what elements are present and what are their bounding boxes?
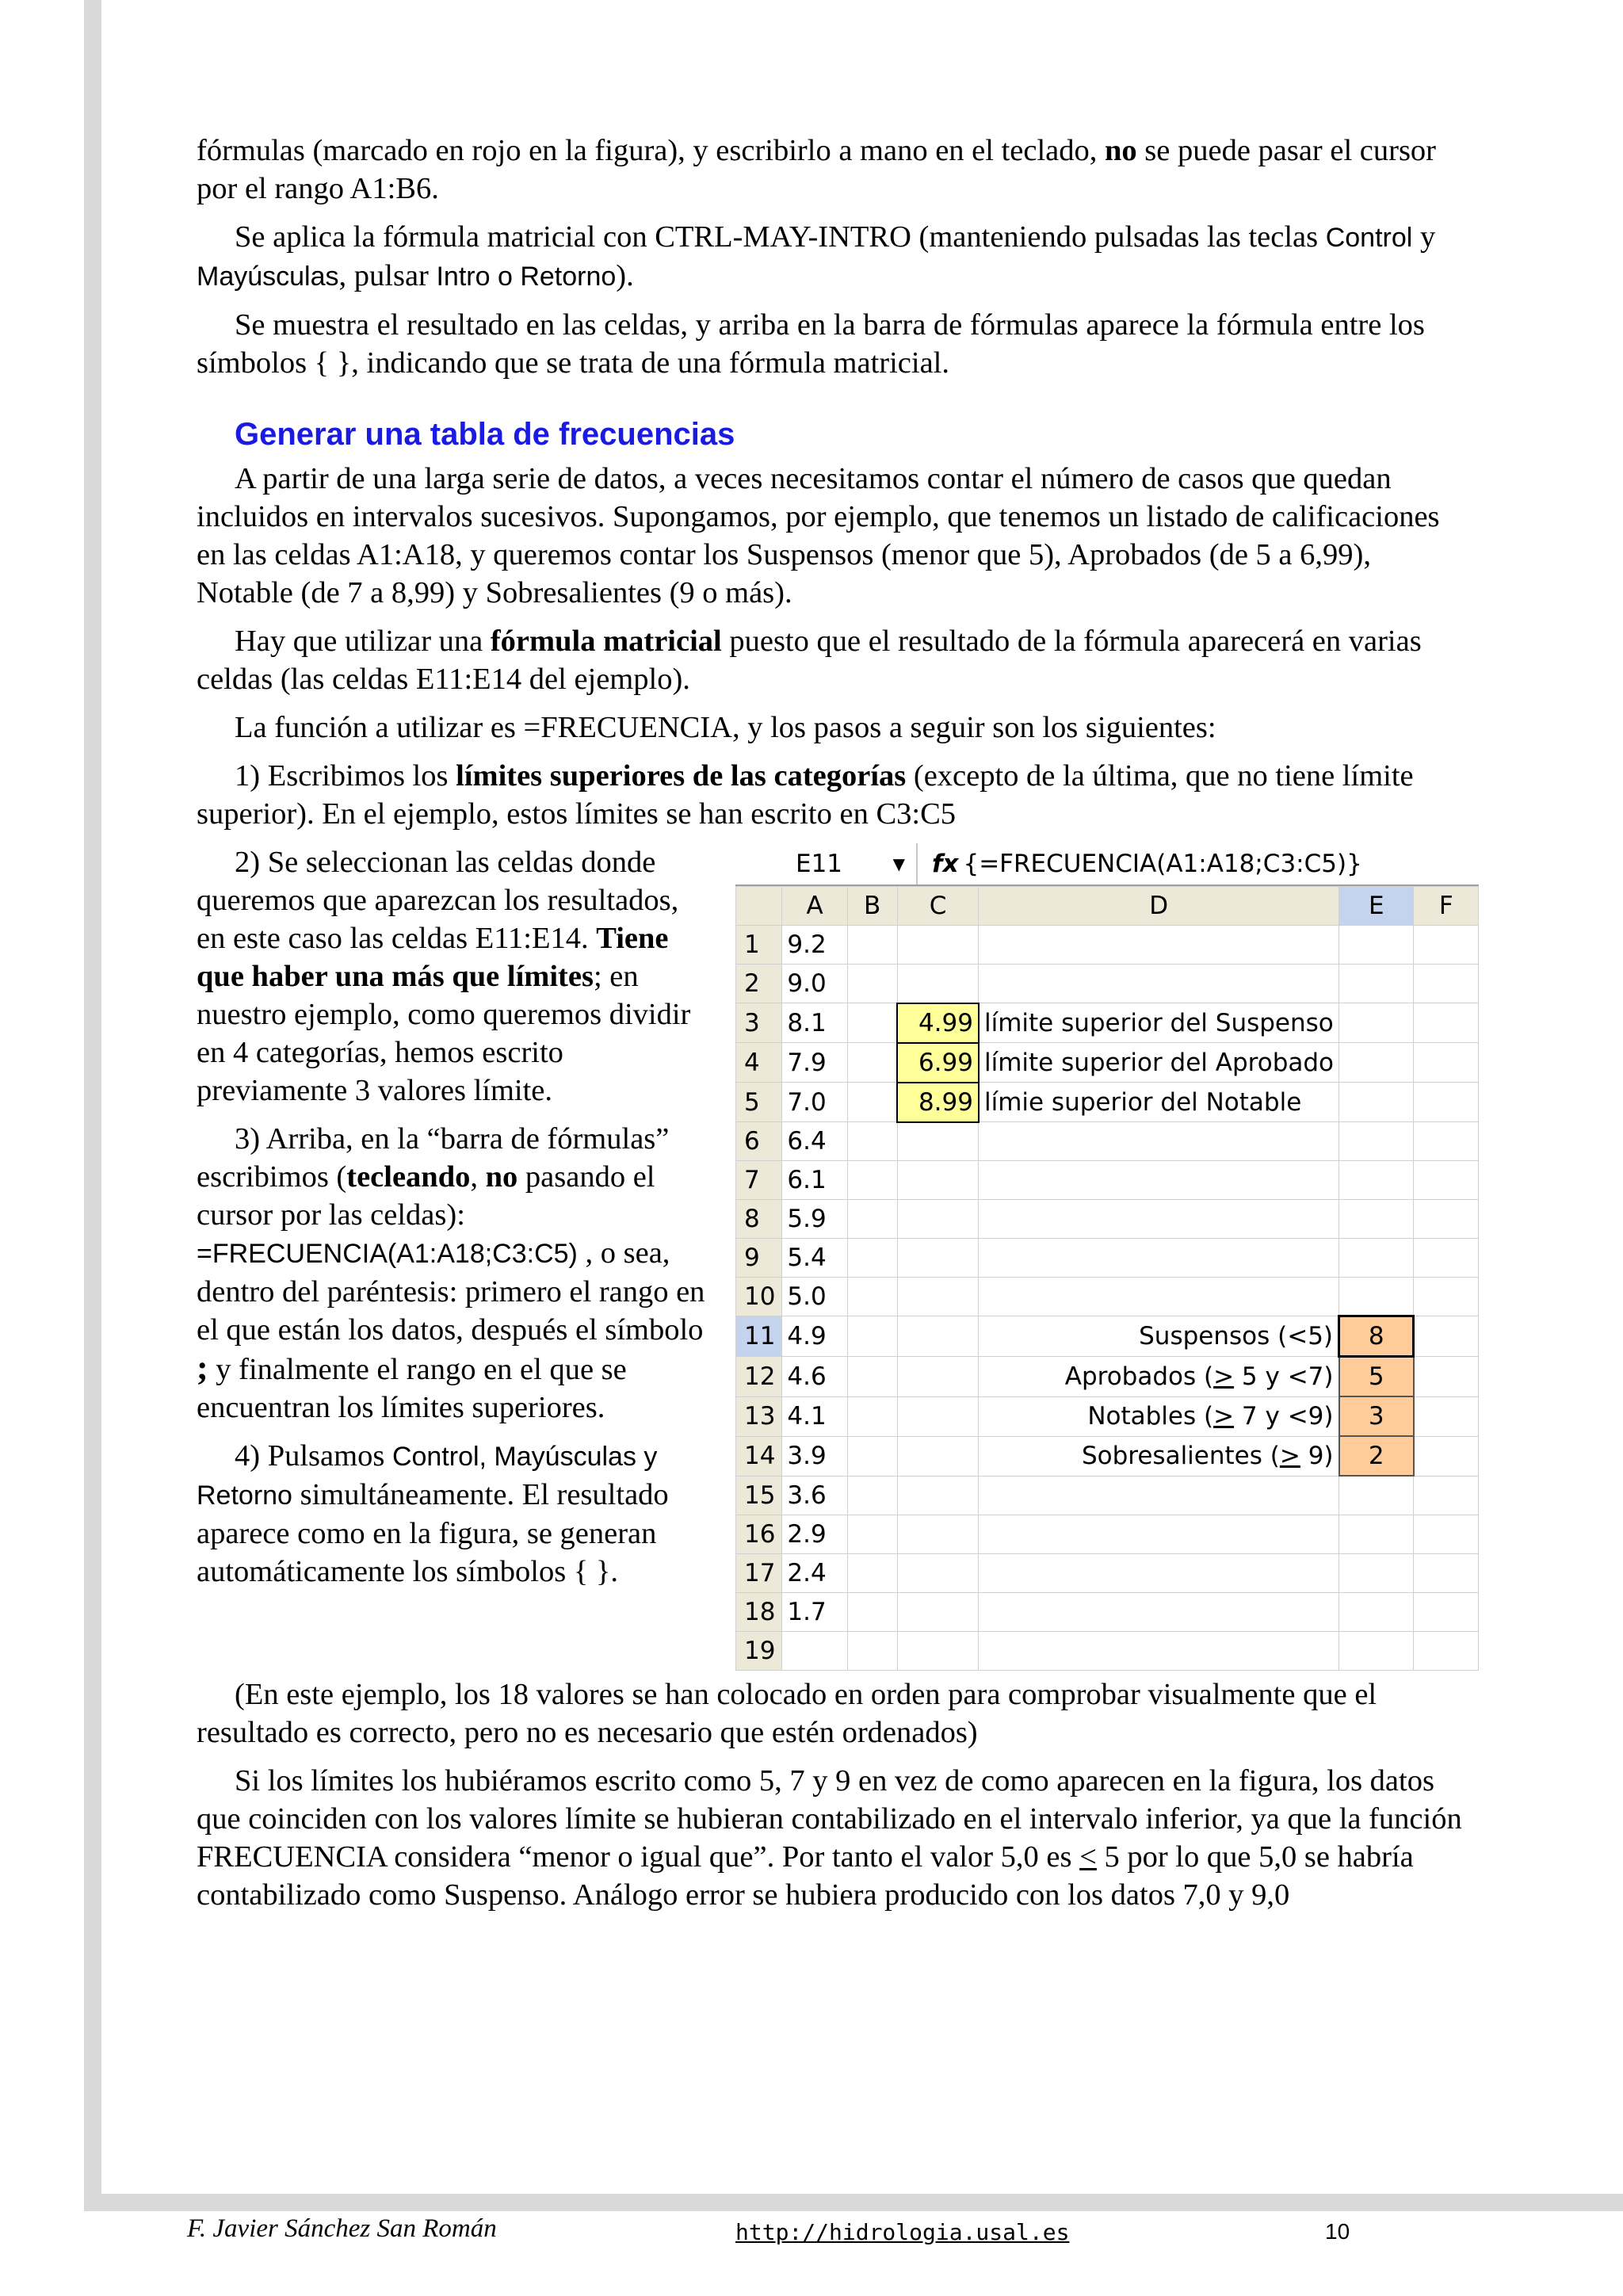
category-label-text: Suspensos (<5) [1139, 1322, 1334, 1350]
cell-a-value[interactable]: 7.9 [782, 1043, 847, 1083]
sheet-row [736, 1239, 1479, 1278]
cell-a-value[interactable]: 6.4 [782, 1122, 847, 1161]
cell[interactable] [897, 1357, 979, 1397]
sheet-row [736, 1161, 1479, 1200]
sheet-row [736, 1122, 1479, 1161]
cell[interactable] [1339, 1476, 1414, 1515]
row-header[interactable]: 11 [736, 1316, 782, 1357]
sheet-row [736, 1003, 1479, 1043]
page-number: 10 [1325, 2219, 1350, 2244]
row-header[interactable]: 1 [736, 926, 782, 965]
cell[interactable] [847, 1161, 897, 1200]
cell[interactable] [979, 926, 1339, 965]
row-header[interactable]: 16 [736, 1515, 782, 1553]
sheet-row [736, 1631, 1479, 1670]
cell[interactable] [1414, 1200, 1479, 1239]
cell[interactable] [897, 1476, 979, 1515]
cell[interactable] [1339, 926, 1414, 965]
cell-a-value[interactable]: 4.6 [782, 1357, 847, 1397]
sheet-row [736, 1278, 1479, 1316]
cell[interactable] [1414, 1239, 1479, 1278]
cell[interactable] [1339, 965, 1414, 1003]
column-header-a[interactable]: A [782, 887, 847, 926]
cell-limit[interactable]: 6.99 [897, 1043, 979, 1083]
cell[interactable] [1414, 1316, 1479, 1357]
column-header-f[interactable]: F [1414, 887, 1479, 926]
cell-limit-label[interactable]: límie superior del Notable [979, 1083, 1339, 1122]
page-frame-left [84, 0, 101, 2211]
cell[interactable] [1414, 1122, 1479, 1161]
cell[interactable] [1414, 1396, 1479, 1436]
formula-text[interactable]: {=FRECUENCIA(A1:A18;C3:C5)} [963, 850, 1362, 878]
cell[interactable] [1339, 1515, 1414, 1553]
cell[interactable] [1339, 1592, 1414, 1631]
cell[interactable] [847, 1003, 897, 1043]
cell[interactable] [897, 1278, 979, 1316]
cell[interactable] [897, 1436, 979, 1476]
paragraph-12: Si los límites los hubiéramos escrito como 5, 7 y 9 en vez de como aparecen en la figura, los datos que coinciden con los valores límite se hubieran contabilizado en el intervalo inferior, ya que la función FRECUENCIA considera “menor o igual que”. Por tanto el valor 5,0 es < 5 por lo que 5,0 se habría contabilizado como Suspenso. Análogo error se hubiera producido con los datos 7,0 y 9,0 [197, 1763, 1462, 1912]
category-label-text: Notables (> 7 y <9) [1087, 1402, 1334, 1431]
paragraph-5: Hay que utilizar una fórmula matricial puesto que el resultado de la fórmula aparecerá en varias celdas (las celdas E11:E14 del ejemplo). [197, 625, 1422, 696]
cell-a-value[interactable]: 4.9 [782, 1316, 847, 1357]
cell-limit[interactable]: 8.99 [897, 1083, 979, 1122]
cell[interactable] [1414, 926, 1479, 965]
column-header-b[interactable]: B [847, 887, 897, 926]
cell[interactable] [1339, 1003, 1414, 1043]
cell-result[interactable]: 3 [1339, 1396, 1414, 1436]
cell[interactable] [1414, 1083, 1479, 1122]
cell[interactable] [897, 1515, 979, 1553]
cell[interactable] [979, 965, 1339, 1003]
cell-category-label[interactable] [979, 1396, 1339, 1436]
cell[interactable] [847, 1476, 897, 1515]
column-header-c[interactable]: C [897, 887, 979, 926]
cell[interactable] [897, 1631, 979, 1670]
cell[interactable] [897, 1122, 979, 1161]
cell[interactable] [847, 965, 897, 1003]
cell[interactable] [897, 1396, 979, 1436]
cell[interactable] [897, 1239, 979, 1278]
category-label-text: Aprobados (> 5 y <7) [1064, 1362, 1334, 1391]
sheet-row [736, 1043, 1479, 1083]
cell[interactable] [979, 1553, 1339, 1592]
cell[interactable] [847, 1200, 897, 1239]
footer-author: F. Javier Sánchez San Román [187, 2214, 497, 2243]
cell-a-value[interactable]: 9.2 [782, 926, 847, 965]
cell-category-label[interactable] [979, 1316, 1339, 1357]
formula-bar [735, 843, 1479, 886]
sheet-row [736, 1316, 1479, 1357]
cell-result[interactable]: 8 [1339, 1316, 1414, 1357]
row-header[interactable]: 8 [736, 1200, 782, 1239]
category-label-text: Sobresalientes (> 9) [1081, 1442, 1334, 1470]
page-footer [0, 2214, 1623, 2246]
cell[interactable] [1414, 1357, 1479, 1397]
cell[interactable] [1414, 1436, 1479, 1476]
cell[interactable] [979, 1161, 1339, 1200]
paragraph-8: 2) Se seleccionan las celdas donde queremos que aparezcan los resultados, en este caso las celdas E11:E14. Tiene que haber una más que límites; en nuestro ejemplo, como queremos dividir en 4 categorías, hemos escrito previamente 3 valores límite. [197, 846, 691, 1107]
row-header[interactable]: 13 [736, 1396, 782, 1436]
fx-icon[interactable]: fx [932, 850, 959, 878]
cell-grid [735, 886, 1479, 1671]
row-header[interactable]: 7 [736, 1161, 782, 1200]
cell[interactable] [847, 1043, 897, 1083]
cell-limit[interactable]: 4.99 [897, 1003, 979, 1043]
cell[interactable] [1339, 1278, 1414, 1316]
cell[interactable] [1414, 1515, 1479, 1553]
cell[interactable] [1414, 965, 1479, 1003]
cell-a-value[interactable]: 5.9 [782, 1200, 847, 1239]
cell-category-label[interactable] [979, 1436, 1339, 1476]
paragraph-9: 3) Arriba, en la “barra de fórmulas” escribimos (tecleando, no pasando el cursor por las celdas): =FRECUENCIA(A1:A18;C3:C5) , o sea, dentro del paréntesis: primero el rango en el que están los datos, después el símbolo ; y finalmente el rango en el que se encuentran los límites superiores. [197, 1122, 705, 1424]
cell[interactable] [979, 1278, 1339, 1316]
spreadsheet-figure [735, 843, 1479, 1671]
row-header[interactable]: 15 [736, 1476, 782, 1515]
cell[interactable] [897, 1316, 979, 1357]
cell[interactable] [979, 1476, 1339, 1515]
cell[interactable] [847, 1278, 897, 1316]
cell-a-value[interactable]: 9.0 [782, 965, 847, 1003]
cell[interactable] [1414, 1003, 1479, 1043]
cell-result[interactable]: 5 [1339, 1357, 1414, 1397]
cell[interactable] [847, 1357, 897, 1397]
column-header-d[interactable]: D [979, 887, 1339, 926]
row-header[interactable]: 2 [736, 965, 782, 1003]
paragraph-3: Se muestra el resultado en las celdas, y arriba en la barra de fórmulas aparece la fórmula entre los símbolos { }, indicando que se trata de una fórmula matricial. [197, 308, 1425, 380]
paragraph-10: 4) Pulsamos Control, Mayúsculas y Retorno simultáneamente. El resultado aparece como en la figura, se generan automáticamente los símbolos { }. [197, 1439, 669, 1588]
cell[interactable] [1339, 1083, 1414, 1122]
cell[interactable] [897, 1200, 979, 1239]
cell-a-value[interactable]: 3.9 [782, 1436, 847, 1476]
sheet-row [736, 1083, 1479, 1122]
cell-result[interactable]: 2 [1339, 1436, 1414, 1476]
row-header[interactable]: 6 [736, 1122, 782, 1161]
cell[interactable] [979, 1122, 1339, 1161]
sheet-row [736, 1436, 1479, 1476]
cell[interactable] [847, 1122, 897, 1161]
paragraph-6: La función a utilizar es =FRECUENCIA, y los pasos a seguir son los siguientes: [235, 711, 1216, 744]
cell[interactable] [847, 1553, 897, 1592]
cell[interactable] [1339, 1553, 1414, 1592]
cell[interactable] [979, 1631, 1339, 1670]
column-header-e[interactable]: E [1339, 887, 1414, 926]
cell[interactable] [979, 1515, 1339, 1553]
paragraph-4: A partir de una larga serie de datos, a veces necesitamos contar el número de casos que quedan incluidos en intervalos sucesivos. Supongamos, por ejemplo, que tenemos un listado de calificaciones en las celdas A1:A18, y queremos contar los Suspensos (menor que 5), Aprobados (de 5 a 6,99), Notable (de 7 a 8,99) y Sobresalientes (9 o más). [197, 462, 1440, 609]
cell[interactable] [1414, 1592, 1479, 1631]
row-header[interactable]: 19 [736, 1631, 782, 1670]
cell[interactable] [1414, 1476, 1479, 1515]
cell-limit-label[interactable]: límite superior del Suspenso [979, 1003, 1339, 1043]
row-header[interactable]: 14 [736, 1436, 782, 1476]
row-header[interactable]: 3 [736, 1003, 782, 1043]
cell-a-value[interactable]: 2.4 [782, 1553, 847, 1592]
cell-a-value[interactable]: 5.0 [782, 1278, 847, 1316]
cell[interactable] [847, 926, 897, 965]
document-body [197, 132, 1472, 1924]
cell[interactable] [782, 1631, 847, 1670]
cell[interactable] [847, 1631, 897, 1670]
sheet-row [736, 1357, 1479, 1397]
dropdown-arrow-icon[interactable]: ▼ [892, 854, 905, 873]
cell[interactable] [897, 926, 979, 965]
cell[interactable] [1339, 1122, 1414, 1161]
column-header-row [736, 887, 1479, 926]
sheet-row [736, 965, 1479, 1003]
row-header[interactable]: 5 [736, 1083, 782, 1122]
cell[interactable] [897, 965, 979, 1003]
name-box[interactable]: E11 ▼ [735, 843, 918, 884]
cell[interactable] [847, 1316, 897, 1357]
row-header[interactable]: 18 [736, 1592, 782, 1631]
cell[interactable] [897, 1553, 979, 1592]
cell[interactable] [1339, 1631, 1414, 1670]
sheet-row [736, 1200, 1479, 1239]
sheet-row [736, 1553, 1479, 1592]
cell[interactable] [1414, 1161, 1479, 1200]
row-header[interactable]: 10 [736, 1278, 782, 1316]
cell-a-value[interactable]: 7.0 [782, 1083, 847, 1122]
cell-a-value[interactable]: 6.1 [782, 1161, 847, 1200]
paragraph-7: 1) Escribimos los límites superiores de las categorías (excepto de la última, que no tiene límite superior). En el ejemplo, estos límites se han escrito en C3:C5 [197, 759, 1414, 831]
cell[interactable] [1414, 1631, 1479, 1670]
cell[interactable] [847, 1515, 897, 1553]
select-all-corner[interactable] [736, 887, 782, 926]
cell[interactable] [1414, 1043, 1479, 1083]
paragraph-11: (En este ejemplo, los 18 valores se han colocado en orden para comprobar visualmente que el resultado es correcto, pero no es necesario que estén ordenados) [197, 1677, 1377, 1749]
cell[interactable] [847, 1083, 897, 1122]
cell[interactable] [897, 1161, 979, 1200]
cell-a-value[interactable]: 8.1 [782, 1003, 847, 1043]
section-heading: Generar una tabla de frecuencias [235, 417, 735, 452]
cell-a-value[interactable]: 2.9 [782, 1515, 847, 1553]
cell[interactable] [897, 1592, 979, 1631]
cell[interactable] [979, 1239, 1339, 1278]
cell-a-value[interactable]: 1.7 [782, 1592, 847, 1631]
cell[interactable] [1339, 1043, 1414, 1083]
cell[interactable] [1414, 1278, 1479, 1316]
cell-a-value[interactable]: 4.1 [782, 1396, 847, 1436]
page-frame-bottom [84, 2194, 1623, 2211]
cell[interactable] [1339, 1161, 1414, 1200]
cell[interactable] [979, 1592, 1339, 1631]
paragraph-1: fórmulas (marcado en rojo en la figura), y escribirlo a mano en el teclado, no se puede pasar el cursor por el rango A1:B6. [197, 134, 1437, 205]
row-header[interactable]: 17 [736, 1553, 782, 1592]
cell[interactable] [847, 1592, 897, 1631]
cell-limit-label[interactable]: límite superior del Aprobado [979, 1043, 1339, 1083]
sheet-row [736, 1476, 1479, 1515]
cell[interactable] [847, 1239, 897, 1278]
cell[interactable] [1414, 1553, 1479, 1592]
cell-category-label[interactable] [979, 1357, 1339, 1397]
sheet-row [736, 1515, 1479, 1553]
row-header[interactable]: 9 [736, 1239, 782, 1278]
sheet-row [736, 1592, 1479, 1631]
cell[interactable] [847, 1436, 897, 1476]
paragraph-2: Se aplica la fórmula matricial con CTRL-MAY-INTRO (manteniendo pulsadas las teclas Control y Mayúsculas, pulsar Intro o Retorno). [197, 220, 1436, 292]
cell-a-value[interactable]: 5.4 [782, 1239, 847, 1278]
cell[interactable] [1339, 1239, 1414, 1278]
row-header[interactable]: 12 [736, 1357, 782, 1397]
row-header[interactable]: 4 [736, 1043, 782, 1083]
cell[interactable] [1339, 1200, 1414, 1239]
cell[interactable] [847, 1396, 897, 1436]
sheet-row [736, 926, 1479, 965]
sheet-row [736, 1396, 1479, 1436]
cell-a-value[interactable]: 3.6 [782, 1476, 847, 1515]
footer-url-link[interactable]: http://hidrologia.usal.es [735, 2219, 1070, 2245]
cell[interactable] [979, 1200, 1339, 1239]
